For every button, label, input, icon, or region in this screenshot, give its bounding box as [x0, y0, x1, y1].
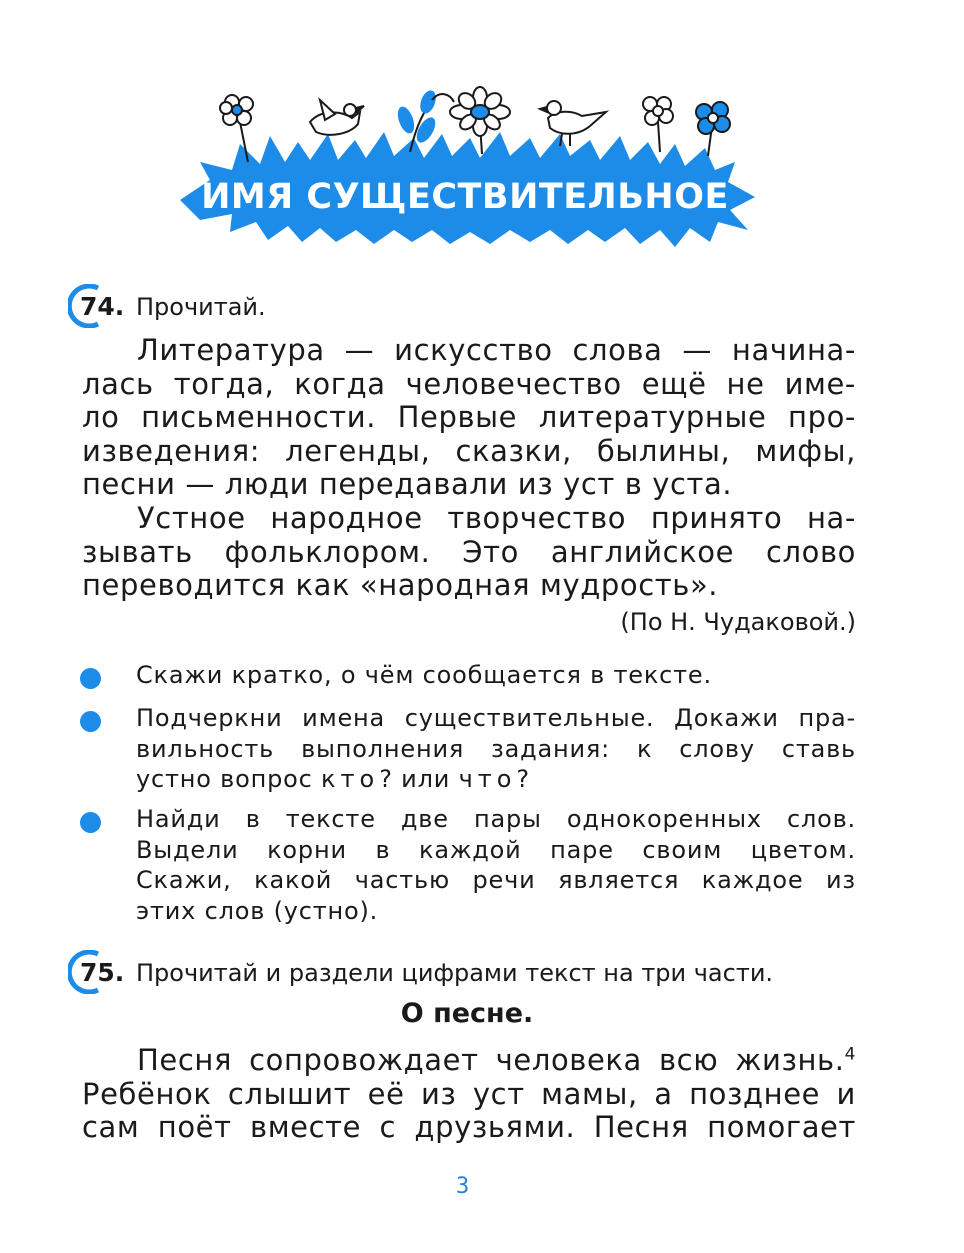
author-attribution: (По Н. Чудаковой.)	[620, 608, 856, 636]
task-line-suffix: ?	[516, 765, 530, 793]
exercise-number: 74.	[80, 292, 125, 321]
word-chto: что	[458, 765, 517, 793]
chapter-banner	[170, 82, 760, 252]
flower-icon	[220, 95, 253, 162]
footnote-mark: 4	[844, 1044, 856, 1065]
word-kto: кто	[321, 765, 380, 793]
flower-icon	[696, 102, 730, 156]
exercise-number: 75.	[80, 958, 125, 987]
task-text	[136, 804, 856, 926]
task-text	[136, 660, 856, 691]
text-line: лась тогда, когда человечество ещё не име-	[82, 366, 856, 401]
task-line: вильность выполнения задания: к слову ставь	[136, 734, 856, 763]
text-line: сам поёт вместе с друзьями. Песня помогает	[82, 1110, 856, 1145]
text-line: ло письменности. Первые литературные про-	[82, 400, 856, 435]
text-line: Ребёнок слышит её из уст мамы, а позднее и	[82, 1076, 856, 1111]
text-line: переводится как «народная мудрость».	[82, 568, 719, 603]
task-line: Подчеркни имена существительные. Докажи пра-	[136, 704, 856, 732]
bird-icon	[540, 101, 606, 146]
task-line-mid: ? или	[379, 765, 459, 793]
bullet-icon	[80, 711, 101, 732]
task-line: Найди в тексте две пары однокоренных слов.	[136, 805, 856, 833]
task-line: Скажи, какой частью речи является каждое из	[136, 866, 856, 894]
text-line: Устное народное творчество принято на-	[137, 501, 856, 535]
text-paragraph	[82, 502, 856, 603]
task-line: этих слов (устно).	[136, 896, 379, 925]
task-line-prefix: устно вопрос	[136, 765, 322, 793]
task-line: Скажи кратко, о чём сообщается в тексте.	[136, 661, 712, 689]
text-paragraph	[82, 1044, 856, 1145]
text-heading: О песне.	[400, 998, 534, 1029]
text-line: песни — люди передавали из уст в уста.	[82, 467, 733, 502]
task-line	[136, 764, 856, 795]
text-line: Литература — искусство слова — начина-	[137, 333, 856, 367]
text-line	[82, 1044, 856, 1078]
exercise-instruction: Прочитай и раздели цифрами текст на три части.	[136, 959, 774, 987]
task-text	[136, 703, 856, 795]
task-line: Выдели корни в каждой паре своим цветом.	[136, 835, 856, 864]
bird-icon	[310, 100, 364, 135]
page-number: 3	[456, 1174, 470, 1199]
text-paragraph	[82, 334, 856, 502]
line-text: Песня сопровождает человека всю жизнь.	[137, 1043, 845, 1077]
text-line: изведения: легенды, сказки, былины, мифы,	[82, 433, 856, 468]
text-line: зывать фольклором. Это английское слово	[82, 534, 856, 569]
chapter-title: ИМЯ СУЩЕСТВИТЕЛЬНОЕ	[201, 177, 729, 217]
exercise-instruction: Прочитай.	[136, 293, 266, 321]
grass-banner-art	[170, 82, 760, 252]
bullet-icon	[80, 812, 101, 833]
bullet-icon	[80, 668, 101, 689]
